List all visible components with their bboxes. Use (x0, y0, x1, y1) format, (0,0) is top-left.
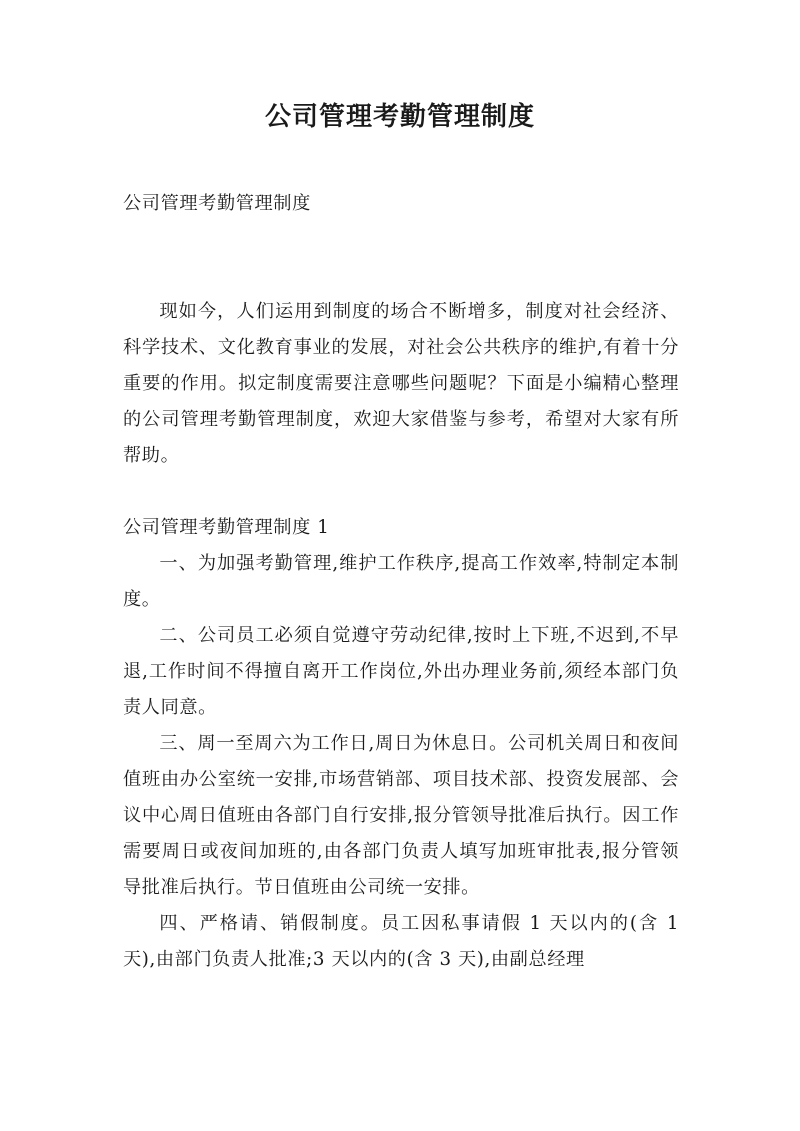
document-title: 公司管理考勤管理制度 (264, 102, 535, 132)
document-subtitle: 公司管理考勤管理制度 (123, 193, 311, 214)
article-paragraph-4: 四、严格请、销假制度。员工因私事请假 1 天以内的(含 1 天),由部门负责人批准;3 天以内的(含 3 天),由副总经理 (123, 913, 679, 970)
article-paragraph-1: 一、为加强考勤管理,维护工作秩序,提高工作效率,特制定本制度。 (123, 553, 679, 610)
document-body (123, 186, 679, 978)
article-paragraph-2: 二、公司员工必须自觉遵守劳动纪律,按时上下班,不迟到,不早退,工作时间不得擅自离开工作岗位,外出办理业务前,须经本部门负责人同意。 (123, 625, 679, 718)
section-heading: 公司管理考勤管理制度 1 (123, 517, 330, 538)
article-paragraph-3: 三、周一至周六为工作日,周日为休息日。公司机关周日和夜间值班由办公室统一安排,市场营销部、项目技术部、投资发展部、会议中心周日值班由各部门自行安排,报分管领导批准后执行。因工作需要周日或夜间加班的,由各部门负责人填写加班审批表,报分管领导批准后执行。节日值班由公司统一安排。 (123, 733, 679, 898)
intro-paragraph: 现如今，人们运用到制度的场合不断增多，制度对社会经济、科学技术、文化教育事业的发展，对社会公共秩序的维护,有着十分重要的作用。拟定制度需要注意哪些问题呢？下面是小编精心整理的公司管理考勤管理制度，欢迎大家借鉴与参考，希望对大家有所帮助。 (123, 301, 679, 466)
